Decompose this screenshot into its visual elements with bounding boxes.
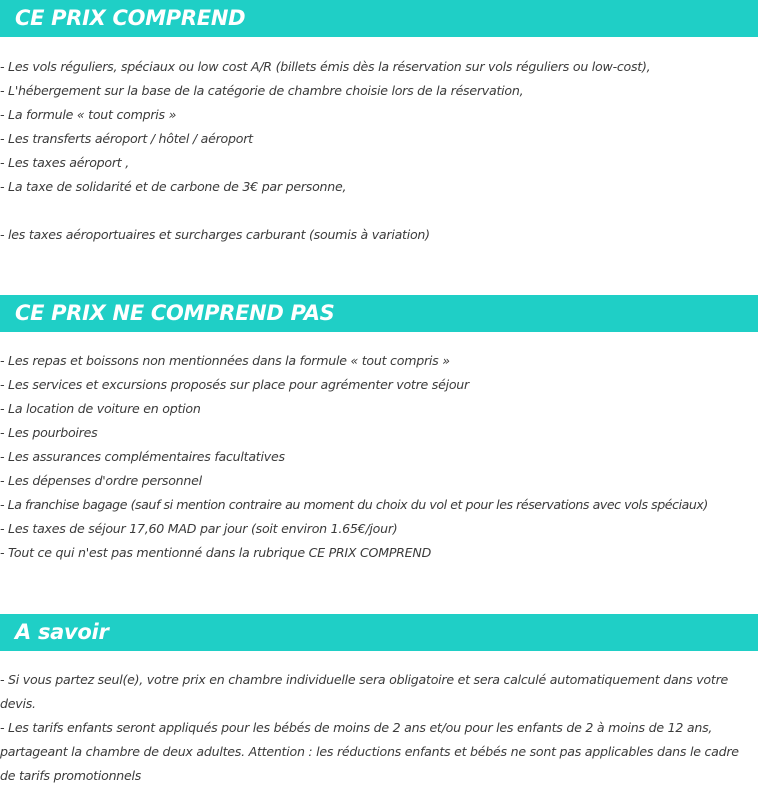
list-item: - Les repas et boissons non mentionnées dans la formule « tout compris » — [0, 353, 450, 368]
list-item: - les taxes aéroportuaires et surcharges carburant (soumis à variation) — [0, 227, 430, 242]
list-item: - La franchise bagage (sauf si mention contraire au moment du choix du vol et pour les réservations avec vols spéciaux) — [0, 497, 708, 512]
section-title-comprend: CE PRIX COMPREND — [0, 0, 758, 37]
list-item: - Les vols réguliers, spéciaux ou low cost A/R (billets émis dès la réservation sur vols réguliers ou low-cost), — [0, 59, 651, 74]
section-title-ne-comprend-pas: CE PRIX NE COMPREND PAS — [0, 295, 758, 332]
info-paragraph: - Les tarifs enfants seront appliqués pour les bébés de moins de 2 ans et/ou pour les enfants de 2 à moins de 12 ans, partageant la chambre de deux adultes. Attention : les réductions enfants et bébés ne sont pas applicables dans le cadre de tarifs promotionnels — [0, 720, 739, 783]
list-item: - La formule « tout compris » — [0, 107, 177, 122]
info-paragraph: - Si vous partez seul(e), votre prix en chambre individuelle sera obligatoire et sera calculé automatiquement dans votre devis. — [0, 672, 728, 711]
list-item: - Les assurances complémentaires facultatives — [0, 449, 285, 464]
list-item: - Les taxes de séjour 17,60 MAD par jour (soit environ 1.65€/jour) — [0, 521, 398, 536]
list-item: - La taxe de solidarité et de carbone de 3€ par personne, — [0, 179, 347, 194]
list-item: - La location de voiture en option — [0, 401, 201, 416]
ne-comprend-pas-list — [0, 349, 758, 565]
list-item: - Les transferts aéroport / hôtel / aéroport — [0, 131, 253, 146]
list-item: - Les services et excursions proposés sur place pour agrémenter votre séjour — [0, 377, 469, 392]
list-item: - Les taxes aéroport , — [0, 155, 129, 170]
list-item: - Tout ce qui n'est pas mentionné dans la rubrique CE PRIX COMPREND — [0, 545, 432, 560]
list-item: - Les dépenses d'ordre personnel — [0, 473, 202, 488]
section-title-a-savoir: A savoir — [0, 614, 758, 651]
list-item-empty — [0, 199, 758, 223]
comprend-list — [0, 55, 758, 247]
list-item: - Les pourboires — [0, 425, 98, 440]
list-item: - L'hébergement sur la base de la catégorie de chambre choisie lors de la réservation, — [0, 83, 524, 98]
